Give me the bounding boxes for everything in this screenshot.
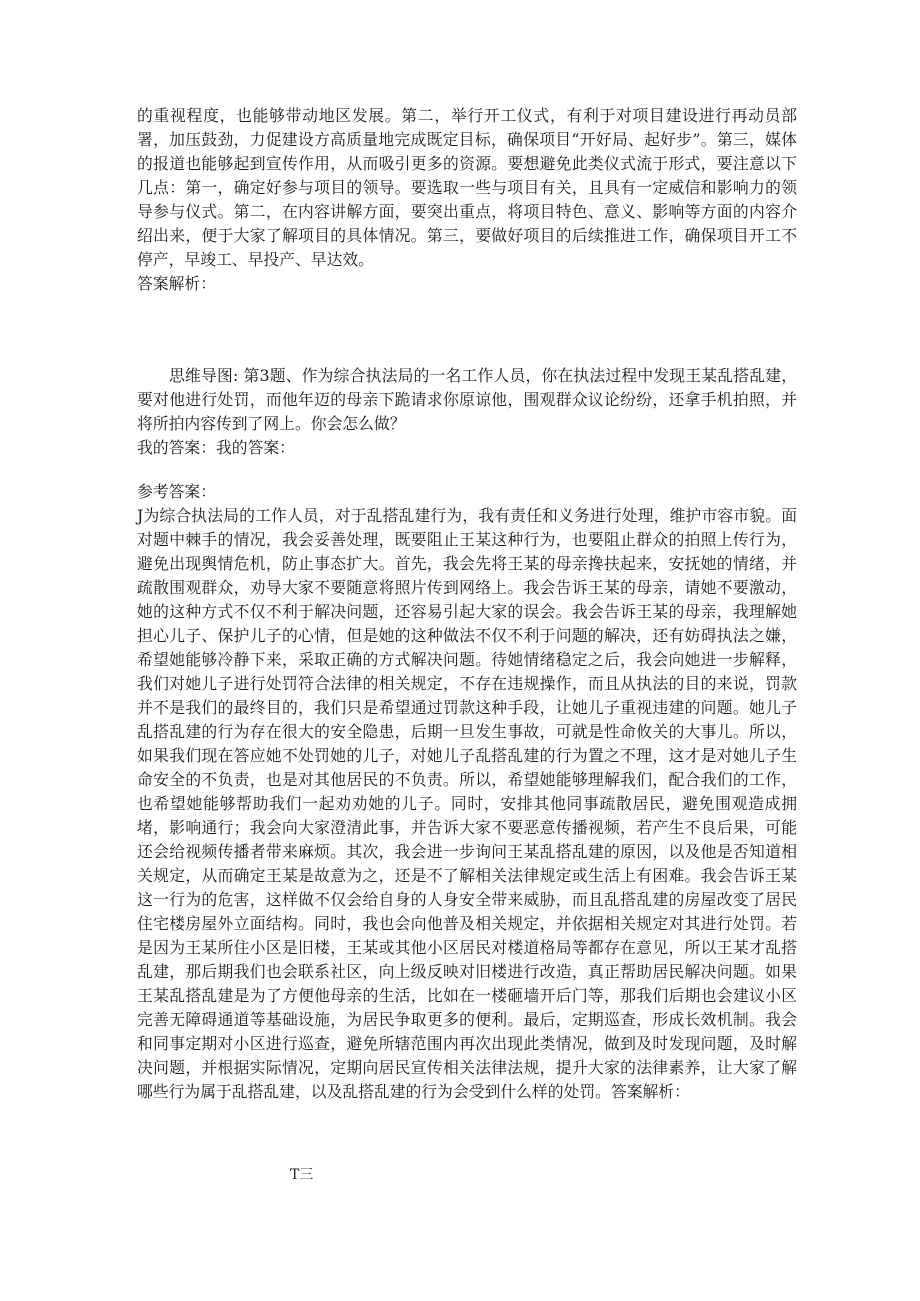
section-gap	[137, 460, 797, 480]
answer-analysis-label: 答案解析：	[610, 1082, 690, 1101]
question-text: 思维导图: 第3题、作为综合执法局的一名工作人员，你在执法过程中发现王某乱搭乱建，要对他进行处罚，而他年迈的母亲下跪请求你原谅他，围观群众议论纷纷，还拿手机拍照，并将所拍内容传到了网上。你会怎么做？	[137, 366, 797, 433]
reference-answer-label: 参考答案：	[137, 482, 216, 501]
footer-mark: T三	[290, 1167, 314, 1183]
answer-analysis-label: 答案解析：	[137, 274, 216, 293]
reference-answer-text	[137, 504, 797, 1104]
my-answer-label: 我的答案：我的答案：	[137, 438, 295, 457]
reference-answer-body: J为综合执法局的工作人员，对于乱搭乱建行为，我有责任和义务进行处理，维护市容市貌。面对题中棘手的情况，我会妥善处理，既要阻止王某这种行为，也要阻止群众的拍照上传行为，避免出现舆情危机，防止事态扩大。首先，我会先将王某的母亲搀扶起来，安抚她的情绪，并疏散围观群众，劝导大家不要随意将照片传到网络上。我会告诉王某的母亲，请她不要激动，她的这种方式不仅不利于解决问题，还容易引起大家的误会。我会告诉王某的母亲，我理解她担心儿子、保护儿子的心情，但是她的这种做法不仅不利于问题的解决，还有妨碍执法之嫌，希望她能够冷静下来，采取正确的方式解决问题。待她情绪稳定之后，我会向她进一步解释，我们对她儿子进行处罚符合法律的相关规定，不存在违规操作，而且从执法的目的来说，罚款并不是我们的最终目的，我们只是希望通过罚款这种手段，让她儿子重视违建的问题。她儿子乱搭乱建的行为存在很大的安全隐患，后期一旦发生事故，可就是性命攸关的大事儿。所以，如果我们现在答应她不处罚她的儿子，对她儿子乱搭乱建的行为置之不理，这才是对她儿子生命安全的不负责，也是对其他居民的不负责。所以，希望她能够理解我们，配合我们的工作，也希望她能够帮助我们一起劝劝她的儿子。同时，安排其他同事疏散居民，避免围观造成拥堵，影响通行；我会向大家澄清此事，并告诉大家不要恶意传播视频，若产生不良后果，可能还会给视频传播者带来麻烦。其次，我会进一步询问王某乱搭乱建的原因，以及他是否知道相关规定，从而确定王某是故意为之，还是不了解相关法律规定或生活上有困难。我会告诉王某这一行为的危害，这样做不仅会给自身的人身安全带来威胁，而且乱搭乱建的房屋改变了居民住宅楼房屋外立面结构。同时，我也会向他普及相关规定，并依据相关规定对其进行处罚。若是因为王某所住小区是旧楼，王某或其他小区居民对楼道格局等都存在意见，所以王某才乱搭乱建，那后期我们也会联系社区，向上级反映对旧楼进行改造，真正帮助居民解决问题。如果王某乱搭乱建是为了方便他母亲的生活，比如在一楼砸墙开后门等，那我们后期也会建议小区完善无障碍通道等基础设施，为居民争取更多的便利。最后，定期巡查，形成长效机制。我会和同事定期对小区进行巡查，避免所辖范围内再次出现此类情况，做到及时发现问题，及时解决问题，并根据实际情况，定期向居民宣传相关法律法规，提升大家的法律素养，让大家了解哪些行为属于乱搭乱建，以及乱搭乱建的行为会受到什么样的处罚。	[137, 506, 797, 1101]
section-gap	[137, 296, 797, 364]
previous-answer-text: 的重视程度，也能够带动地区发展。第二，举行开工仪式，有利于对项目建设进行再动员部署，加压鼓劲，力促建设方高质量地完成既定目标，确保项目“开好局、起好步”。第三，媒体的报道也能够起到宣传作用，从而吸引更多的资源。要想避免此类仪式流于形式，要注意以下几点：第一，确定好参与项目的领导。要选取一些与项目有关，且具有一定威信和影响力的领导参与仪式。第二，在内容讲解方面，要突出重点，将项目特色、意义、影响等方面的内容介绍出来，便于大家了解项目的具体情况。第三，要做好项目的后续推进工作，确保项目开工不停产，早竣工、早投产、早达效。	[137, 106, 797, 269]
document-page	[137, 104, 797, 1104]
